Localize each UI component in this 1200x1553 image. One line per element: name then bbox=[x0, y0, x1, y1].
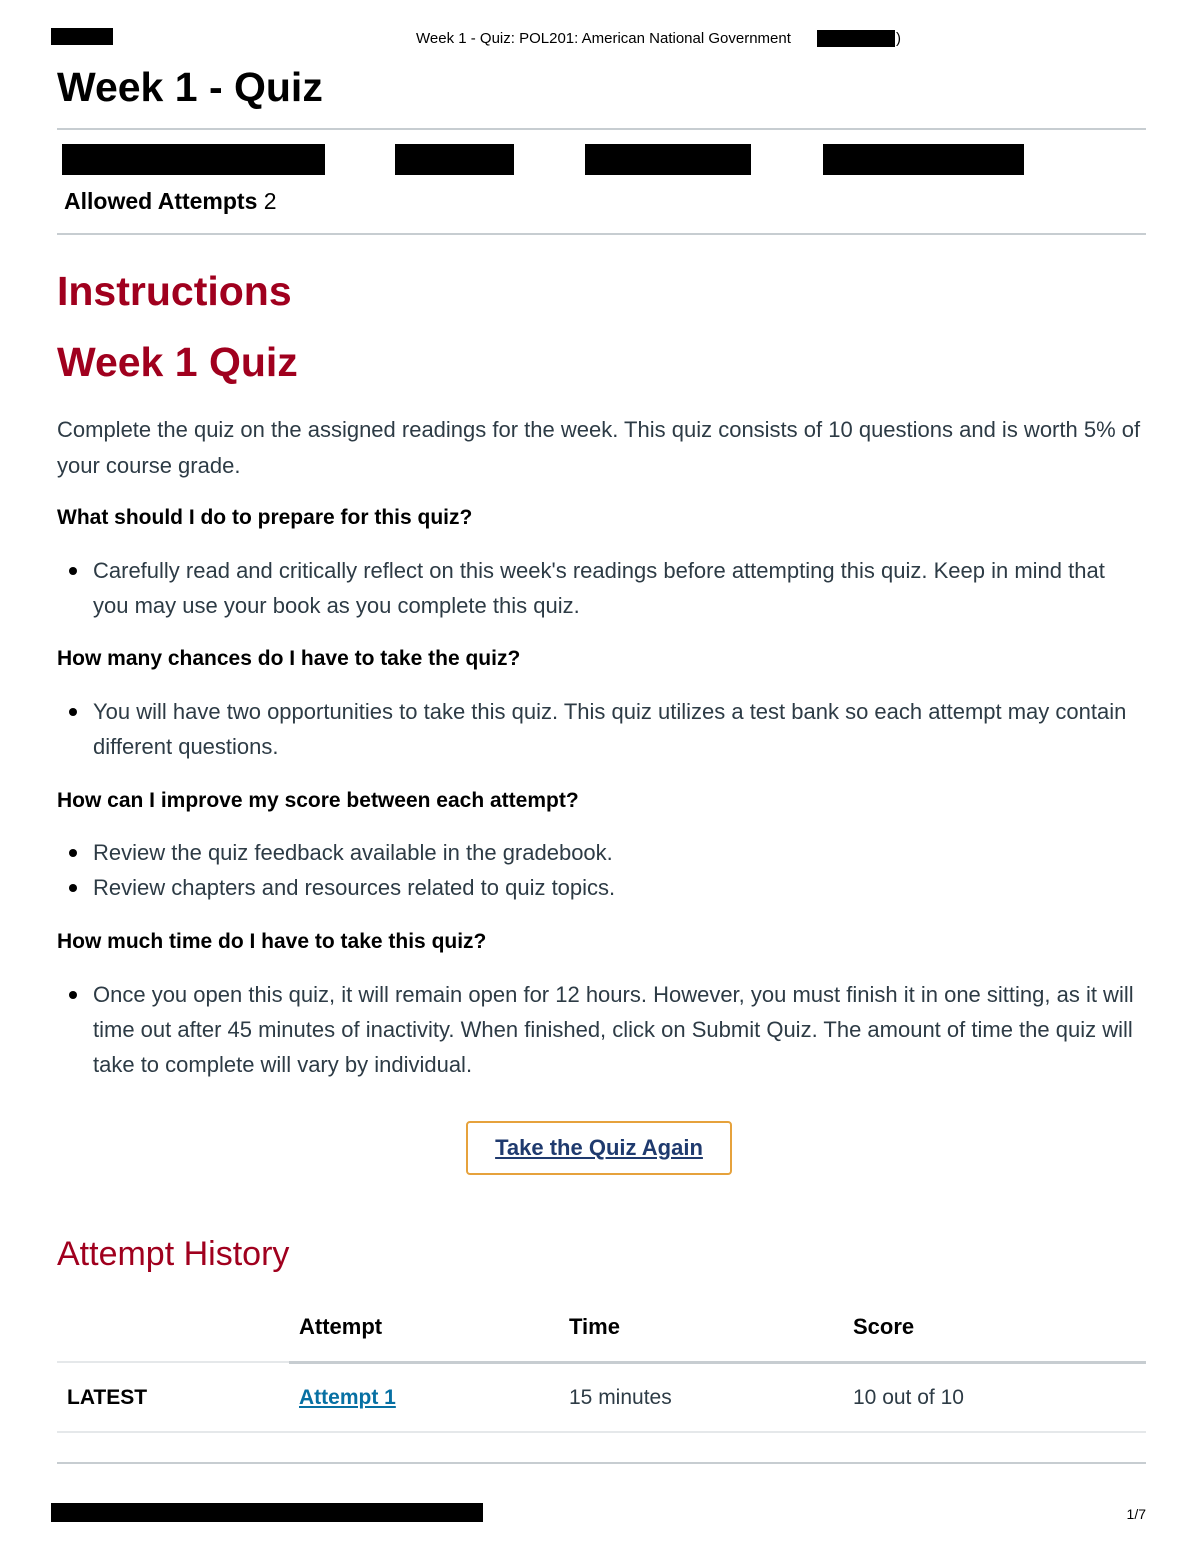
redacted-block bbox=[585, 144, 751, 175]
redacted-block bbox=[817, 30, 895, 47]
allowed-attempts-value: 2 bbox=[263, 188, 277, 214]
print-header-title: Week 1 - Quiz: POL201: American National Government bbox=[416, 30, 791, 47]
allowed-attempts bbox=[64, 188, 277, 215]
list-item: You will have two opportunities to take this quiz. This quiz utilizes a test bank so each attempt may contain different questions. bbox=[93, 694, 1143, 764]
table-cell-time: 15 minutes bbox=[569, 1386, 672, 1409]
redacted-block bbox=[395, 144, 514, 175]
intro-text: Complete the quiz on the assigned readings for the week. This quiz consists of 10 questions and is worth 5% of your course grade. bbox=[57, 417, 1141, 478]
section-question: What should I do to prepare for this quiz? bbox=[57, 506, 473, 529]
column-header-time: Time bbox=[569, 1314, 620, 1339]
bullet-list bbox=[93, 977, 1143, 1082]
instructions-heading: Instructions bbox=[57, 268, 292, 314]
allowed-attempts-label: Allowed Attempts bbox=[64, 188, 258, 214]
list-item: Review the quiz feedback available in the gradebook. bbox=[93, 835, 1143, 870]
column-header-score: Score bbox=[853, 1314, 915, 1339]
redacted-block bbox=[823, 144, 1024, 175]
list-item: Once you open this quiz, it will remain open for 12 hours. However, you must finish it in one sitting, as it will time out after 45 minutes of inactivity. When finished, click on Submit Quiz. The amount of time the quiz will take to complete will vary by individual. bbox=[93, 977, 1143, 1082]
bullet-list bbox=[93, 835, 1143, 905]
list-item: Review chapters and resources related to quiz topics. bbox=[93, 870, 1143, 905]
attempt-1-link[interactable]: Attempt 1 bbox=[299, 1386, 396, 1409]
table-row-border bbox=[57, 1431, 1146, 1433]
section-question: How many chances do I have to take the quiz? bbox=[57, 647, 521, 670]
attempt-history-heading: Attempt History bbox=[57, 1235, 290, 1273]
table-cell-score: 10 out of 10 bbox=[853, 1386, 964, 1409]
section-question: How much time do I have to take this quiz? bbox=[57, 930, 487, 953]
divider bbox=[57, 1462, 1146, 1464]
redacted-block bbox=[51, 1503, 483, 1522]
redacted-block bbox=[62, 144, 325, 175]
page-number: 1/7 bbox=[1126, 1506, 1146, 1522]
redacted-block bbox=[51, 28, 113, 45]
column-header-attempt: Attempt bbox=[299, 1314, 383, 1339]
page-title: Week 1 - Quiz bbox=[57, 64, 323, 110]
table-row-latest-label: LATEST bbox=[67, 1386, 148, 1409]
quiz-subheading: Week 1 Quiz bbox=[57, 339, 298, 385]
bullet-list bbox=[93, 694, 1143, 764]
divider bbox=[57, 128, 1146, 130]
divider bbox=[57, 233, 1146, 235]
list-item: Carefully read and critically reflect on this week's readings before attempting this quiz. Keep in mind that you may use your book as you complete this quiz. bbox=[93, 553, 1143, 623]
section-question: How can I improve my score between each attempt? bbox=[57, 789, 579, 812]
print-header-paren: ) bbox=[896, 30, 901, 47]
bullet-list bbox=[93, 553, 1143, 623]
table-header-border bbox=[57, 1361, 289, 1363]
take-quiz-again-button[interactable]: Take the Quiz Again bbox=[466, 1121, 732, 1175]
table-header-border bbox=[289, 1361, 1146, 1364]
